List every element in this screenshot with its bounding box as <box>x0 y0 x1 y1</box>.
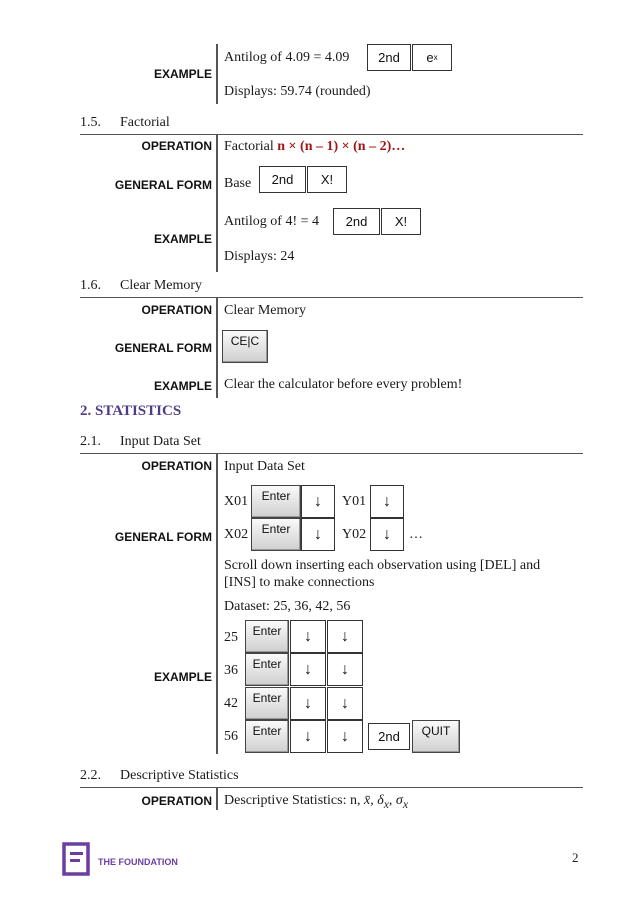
dataset-value: 25 <box>224 630 238 645</box>
clear-memory-operation: Clear Memory <box>224 303 307 318</box>
antilog-example-label: EXAMPLE <box>153 67 212 81</box>
scroll-instructions-line2: [INS] to make connections <box>224 575 375 590</box>
section-title: Factorial <box>120 115 170 130</box>
descriptive-rule <box>80 787 583 788</box>
label-y01: Y01 <box>342 494 367 509</box>
section-number: 1.6. <box>80 278 101 293</box>
key-down-arrow[interactable]: ↓ <box>290 720 326 753</box>
key-down-arrow[interactable]: ↓ <box>301 485 335 518</box>
dataset-value: 36 <box>224 663 238 678</box>
input-data-rule <box>80 453 583 454</box>
section-title: Input Data Set <box>120 434 201 449</box>
symbol-sub: x <box>383 797 389 811</box>
key-enter[interactable]: Enter <box>251 518 301 551</box>
factorial-operation <box>224 139 405 155</box>
clear-memory-rule <box>80 297 583 298</box>
section-number: 2.2. <box>80 768 101 783</box>
descriptive-operation-label: OPERATION <box>141 794 212 808</box>
section-descriptive <box>80 768 239 784</box>
descriptive-operation-prefix: Descriptive Statistics: n, <box>224 793 364 808</box>
scroll-instructions-line1: Scroll down inserting each observation using [DEL] and <box>224 558 541 573</box>
key-ex-base: e <box>426 50 434 65</box>
label-y02: Y02 <box>342 527 367 542</box>
section-title: Clear Memory <box>120 278 203 293</box>
input-data-example-label: EXAMPLE <box>153 670 212 684</box>
key-2nd[interactable]: 2nd <box>259 166 306 193</box>
key-down-arrow[interactable]: ↓ <box>290 653 326 686</box>
antilog-example-rule <box>216 44 218 104</box>
dataset-text: Dataset: 25, 36, 42, 56 <box>224 599 351 614</box>
key-enter[interactable]: Enter <box>251 485 301 518</box>
factorial-general-label: GENERAL FORM <box>114 178 212 192</box>
key-down-arrow[interactable]: ↓ <box>327 720 363 753</box>
foundation-logo-icon <box>62 842 90 876</box>
input-data-general-label: GENERAL FORM <box>114 530 212 544</box>
antilog-displays: Displays: 59.74 (rounded) <box>224 84 371 99</box>
factorial-example-label: EXAMPLE <box>153 232 212 246</box>
symbol-sigma: σ <box>395 793 403 808</box>
key-ex[interactable] <box>412 44 452 71</box>
factorial-example-text: Antilog of 4! = 4 <box>224 214 319 229</box>
section-number: 2.1. <box>80 434 101 449</box>
key-down-arrow[interactable]: ↓ <box>327 687 363 720</box>
key-enter[interactable]: Enter <box>245 653 289 686</box>
key-down-arrow[interactable]: ↓ <box>290 687 326 720</box>
key-down-arrow[interactable]: ↓ <box>327 620 363 653</box>
factorial-operation-prefix: Factorial <box>224 139 278 154</box>
key-enter[interactable]: Enter <box>245 687 289 720</box>
key-enter[interactable]: Enter <box>245 620 289 653</box>
input-data-operation: Input Data Set <box>224 459 305 474</box>
foundation-logo <box>62 838 182 880</box>
descriptive-vertical-rule <box>216 788 218 810</box>
clear-memory-general-label: GENERAL FORM <box>114 341 212 355</box>
foundation-logo-text: THE FOUNDATION <box>98 857 178 867</box>
input-data-vertical-rule <box>216 454 218 754</box>
ellipsis: … <box>409 527 423 542</box>
key-down-arrow[interactable]: ↓ <box>327 653 363 686</box>
key-down-arrow[interactable]: ↓ <box>370 485 404 518</box>
key-enter[interactable]: Enter <box>245 720 289 753</box>
key-x-factorial[interactable]: X! <box>381 208 421 235</box>
section-factorial <box>80 115 170 131</box>
key-down-arrow[interactable]: ↓ <box>301 518 335 551</box>
label-x02: X02 <box>224 527 249 542</box>
key-x-factorial[interactable]: X! <box>307 166 347 193</box>
symbol-xbar: x̄ <box>363 793 371 808</box>
symbol-sub: x <box>402 797 408 811</box>
clear-memory-example-label: EXAMPLE <box>153 379 212 393</box>
factorial-formula: n × (n – 1) × (n – 2)… <box>277 139 406 154</box>
clear-memory-operation-label: OPERATION <box>141 303 212 317</box>
clear-memory-vertical-rule <box>216 298 218 398</box>
page-number: 2 <box>572 850 579 865</box>
label-x01: X01 <box>224 494 249 509</box>
factorial-operation-label: OPERATION <box>141 139 212 153</box>
section-number: 1.5. <box>80 115 101 130</box>
factorial-displays: Displays: 24 <box>224 249 295 264</box>
key-2nd[interactable]: 2nd <box>368 723 410 750</box>
descriptive-operation: Descriptive Statistics: n, x̄, $\delta_x$, $\sigma_x$ <box>224 793 408 811</box>
antilog-example-text: Antilog of 4.09 = 4.09 <box>224 50 350 65</box>
symbol-delta: δ <box>377 793 384 808</box>
key-ex-exponent: x <box>433 53 438 62</box>
key-down-arrow[interactable]: ↓ <box>290 620 326 653</box>
statistics-heading: 2. STATISTICS <box>80 403 182 419</box>
key-2nd[interactable]: 2nd <box>367 44 411 71</box>
clear-memory-example-text: Clear the calculator before every problem! <box>224 377 463 392</box>
key-quit[interactable]: QUIT <box>412 720 460 753</box>
input-data-operation-label: OPERATION <box>141 459 212 473</box>
dataset-value: 42 <box>224 696 238 711</box>
factorial-general-text: Base <box>224 176 252 191</box>
section-clear-memory <box>80 278 202 294</box>
section-title: Descriptive Statistics <box>120 768 239 783</box>
section-input-data <box>80 434 201 450</box>
key-ce-c[interactable]: CE|C <box>222 330 268 363</box>
factorial-rule <box>80 134 583 135</box>
dataset-value: 56 <box>224 729 238 744</box>
key-2nd[interactable]: 2nd <box>333 208 380 235</box>
factorial-vertical-rule <box>216 135 218 272</box>
key-down-arrow[interactable]: ↓ <box>370 518 404 551</box>
